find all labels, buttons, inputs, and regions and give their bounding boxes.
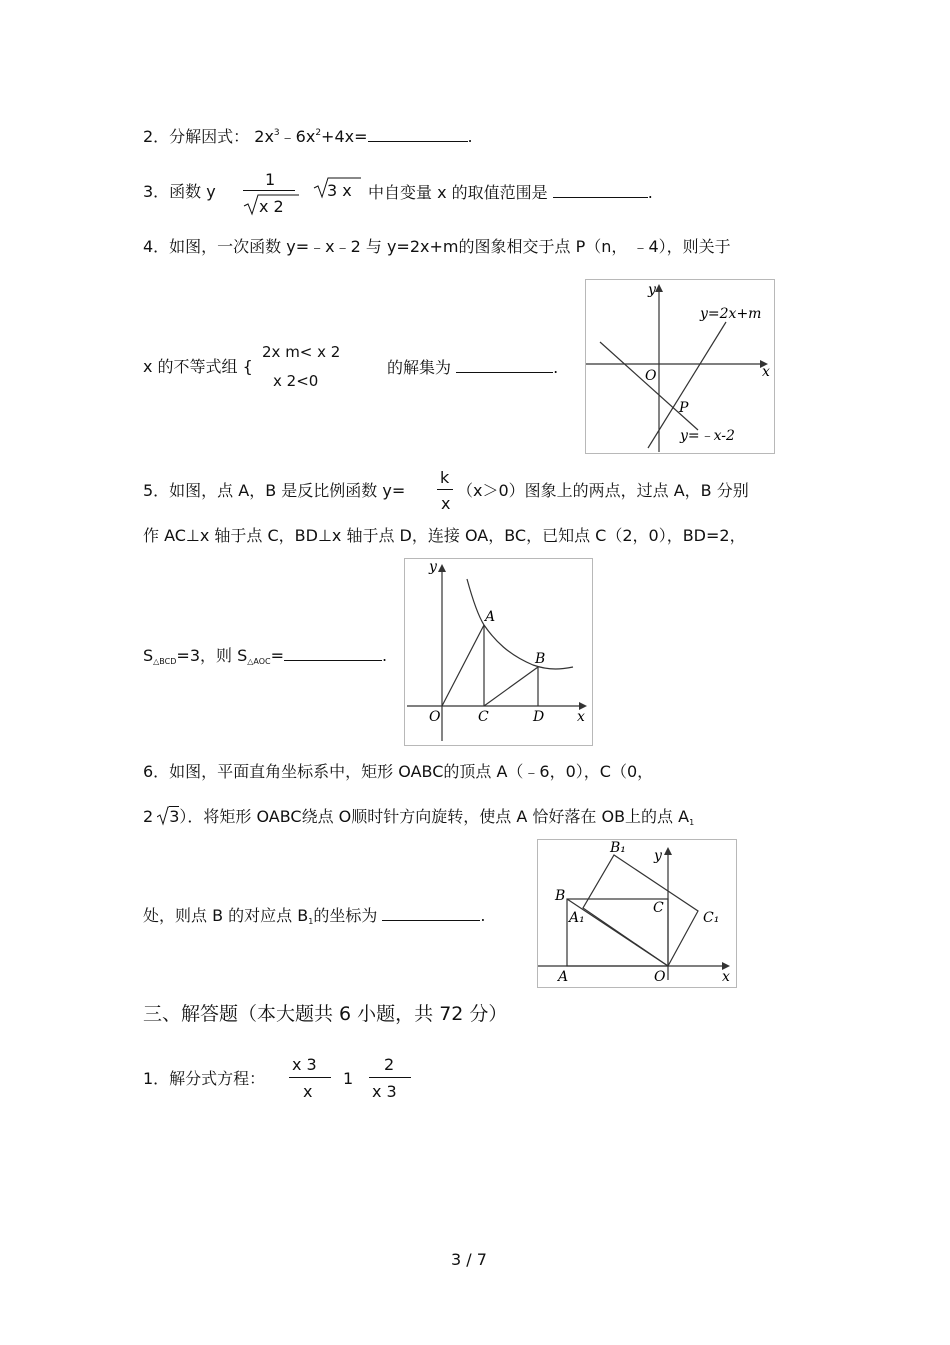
q3-denominator-radicand: x 2 (259, 197, 284, 216)
question-2: 2．分解因式： $2x^3﹣6x^2+4x=$ . (143, 127, 473, 146)
p1-frac2-den: x 3 (372, 1082, 397, 1101)
question-4-suffix: 的解集为 . (387, 358, 559, 377)
question-4-prefix: x 的不等式组 { (143, 357, 253, 376)
label-d: D (533, 709, 545, 725)
label-b: B (555, 888, 566, 904)
label-x: x (577, 709, 585, 725)
answer-blank (368, 126, 468, 142)
q6-figure (537, 839, 737, 988)
p1-frac2-bar (369, 1077, 411, 1078)
segment-oa (442, 625, 484, 706)
hyperbola-curve (467, 579, 573, 669)
question-6-line1: 6．如图，平面直角坐标系中，矩形 OABC的顶点 A（﹣6，0），C（0， (143, 762, 654, 781)
label-c: C (478, 709, 489, 725)
q4-inequality-1: 2x m< x 2 (262, 343, 341, 361)
label-point-p: P (679, 400, 689, 416)
p1-frac2-num: 2 (384, 1055, 395, 1074)
q5-frac-den: x (441, 494, 451, 513)
label-c: C (653, 900, 664, 916)
label-a1: A₁ (569, 910, 585, 926)
q5-frac-bar (437, 489, 453, 490)
answer-blank (382, 905, 480, 921)
y-axis-arrow (664, 847, 672, 855)
p1-frac1-bar (289, 1077, 331, 1078)
line-y-neg-x-2 (600, 342, 698, 430)
question-3-suffix: 中自变量 x 的取值范围是 . (368, 183, 653, 202)
label-o: O (654, 969, 666, 985)
answer-blank (284, 645, 382, 661)
p1-frac1-num: x 3 (292, 1055, 317, 1074)
page-number: 3 / 7 (451, 1250, 487, 1269)
rotated-rectangle (583, 855, 698, 966)
q3-radicand: 3 x (327, 181, 352, 200)
question-5-line1b: （x＞0）图象上的两点，过点 A，B 分别 (457, 481, 749, 500)
y-axis-arrow (655, 284, 663, 292)
label-a: A (558, 969, 569, 985)
label-a: A (485, 609, 496, 625)
q4-inequality-2: x 2<0 (273, 372, 319, 390)
section-3-heading: 三、解答题（本大题共 6 小题，共 72 分） (143, 1003, 508, 1025)
p1-middle: 1 (343, 1069, 354, 1088)
problem-1-label: 1．解分式方程： (143, 1069, 266, 1088)
label-o: O (429, 709, 441, 725)
q3-fraction-numerator: 1 (265, 170, 276, 189)
question-6-line2: 2 3）．将矩形 OABC绕点 O顺时针方向旋转，使点 A 恰好落在 OB上的点 A1 (143, 807, 695, 827)
question-5-line2: 作 AC⊥x 轴于点 C，BD⊥x 轴于点 D，连接 OA，BC，已知点 C（2，0），BD=2， (143, 526, 746, 545)
q4-figure (585, 279, 775, 454)
label-y: y (648, 282, 656, 298)
q3-fraction-bar (243, 190, 295, 191)
label-line1: y=2x+m (700, 306, 762, 322)
segment-bc (484, 667, 538, 706)
q6-sqrt-sign (157, 806, 169, 826)
label-b: B (535, 651, 546, 667)
label-c1: C₁ (703, 910, 720, 926)
question-3-prefix: 3．函数 y (143, 182, 216, 201)
q5-frac-num: k (440, 468, 450, 487)
label-x: x (722, 969, 730, 985)
label-b1: B₁ (610, 840, 626, 856)
p1-frac1-den: x (303, 1082, 313, 1101)
question-4-line1: 4．如图，一次函数 y=﹣x﹣2 与 y=2x+m的图象相交于点 P（n， ﹣4），则关于 (143, 237, 731, 256)
question-6-line3: 处，则点 B 的对应点 B1的坐标为 . (143, 906, 486, 926)
label-line2: y=﹣x-2 (680, 428, 735, 444)
answer-blank (553, 182, 648, 198)
label-x: x (762, 364, 770, 380)
question-5-line1a: 5．如图，点 A，B 是反比例函数 y= (143, 481, 406, 500)
y-axis-arrow (438, 564, 446, 572)
label-y: y (429, 559, 437, 575)
q5-figure (404, 558, 593, 746)
question-5-line3: S△BCD=3，则 S△AOC= . (143, 646, 388, 666)
answer-blank (456, 357, 553, 373)
label-origin: O (645, 368, 657, 384)
label-y: y (654, 848, 662, 864)
